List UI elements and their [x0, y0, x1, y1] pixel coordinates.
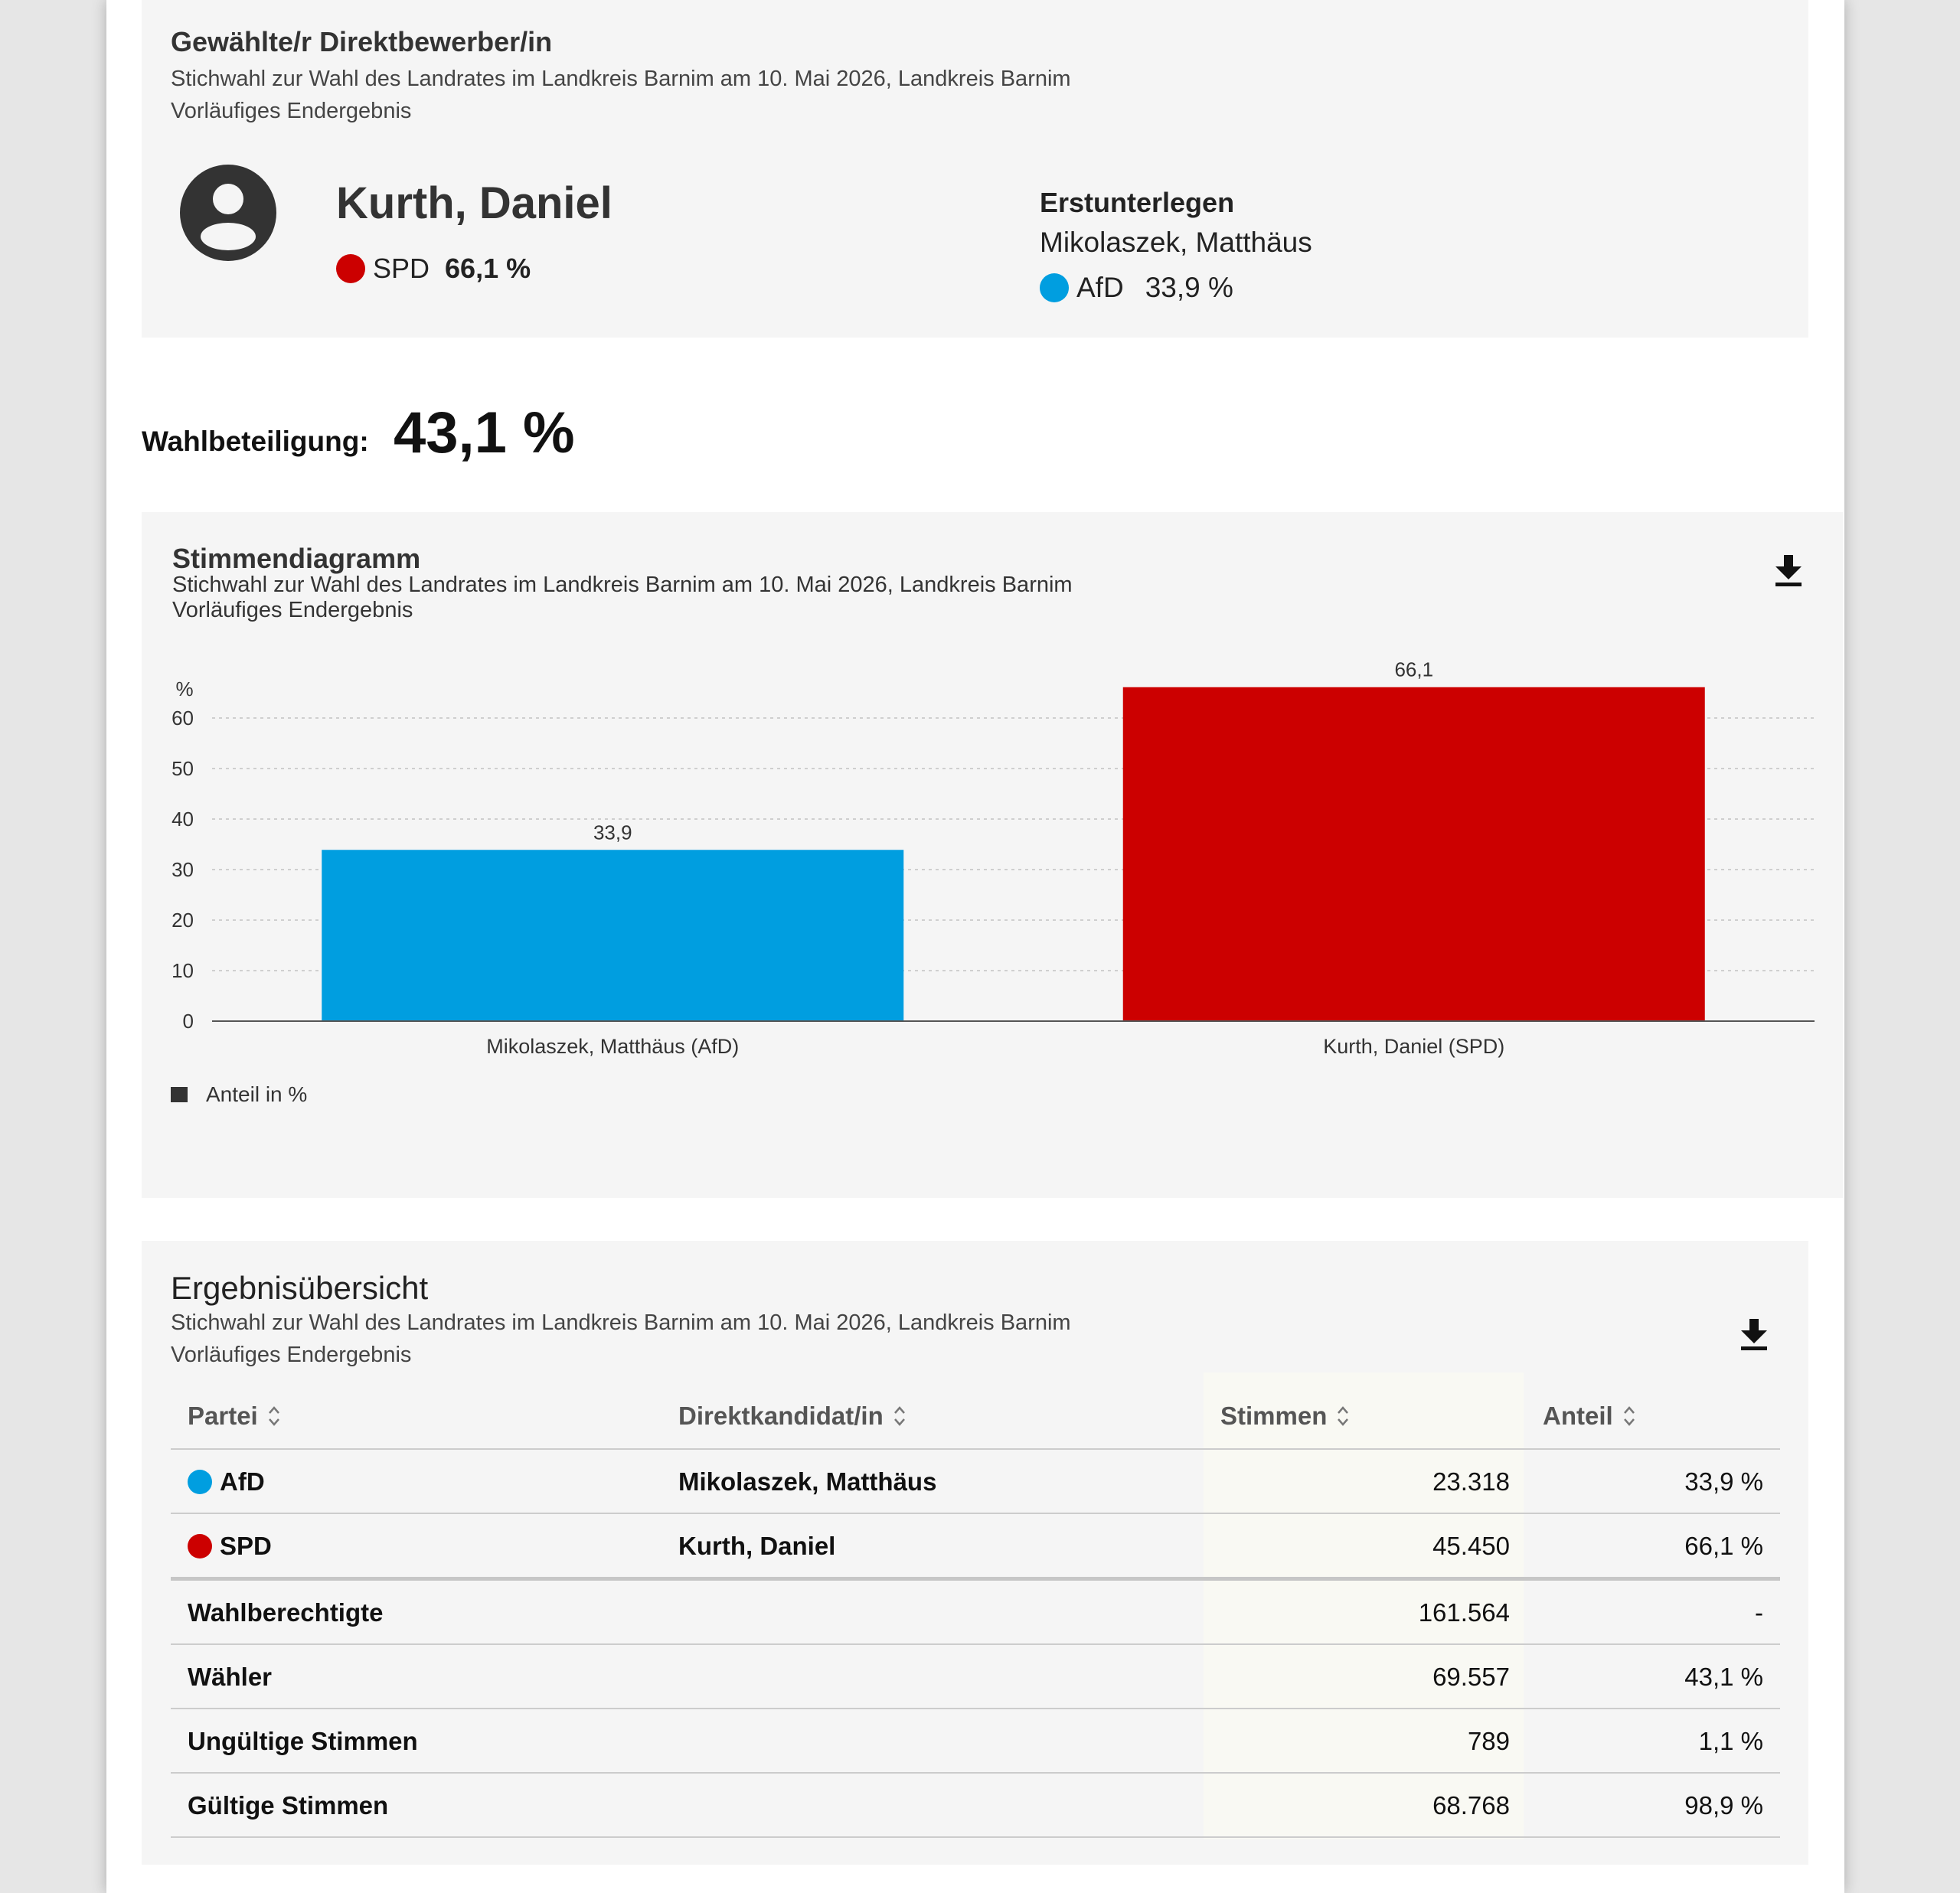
turnout-value: 43,1 % [394, 400, 575, 465]
winner-heading: Gewählte/r Direktbewerber/in [171, 26, 553, 57]
spd-party-dot-icon [188, 1534, 212, 1558]
party-name: AfD [220, 1467, 265, 1496]
sort-icon [1336, 1405, 1350, 1428]
table-row [171, 1513, 1780, 1577]
y-tick-label: 20 [172, 909, 194, 932]
legend-label: Anteil in % [206, 1082, 308, 1106]
votes-cell: 161.564 [1418, 1598, 1510, 1627]
summary-row [171, 1708, 1780, 1772]
winner-party [336, 253, 531, 285]
table-bottom-border [171, 1836, 1780, 1838]
share-cell: 33,9 % [1684, 1467, 1763, 1496]
chart-legend[interactable] [171, 1082, 307, 1107]
runner-up-party-name: AfD [1076, 272, 1124, 303]
x-tick-label: Kurth, Daniel (SPD) [1323, 1035, 1505, 1058]
winner-status: Vorläufiges Endergebnis [171, 99, 412, 123]
chart-title: Stimmendiagramm [172, 543, 421, 574]
results-subtitle: Stichwahl zur Wahl des Landrates im Landkreis Barnim am 10. Mai 2026, Landkreis Barnim [171, 1310, 1071, 1335]
column-header-anteil[interactable] [1543, 1402, 1636, 1431]
x-tick-label: Mikolaszek, Matthäus (AfD) [486, 1035, 740, 1058]
turnout-label: Wahlbeteiligung: [142, 426, 369, 457]
party-name: SPD [220, 1532, 272, 1560]
y-tick-label: 60 [172, 707, 194, 729]
chart-subtitle: Stichwahl zur Wahl des Landrates im Landkreis Barnim am 10. Mai 2026, Landkreis Barnim [172, 573, 1073, 597]
chart-status: Vorläufiges Endergebnis [172, 598, 413, 622]
column-header-stimmen[interactable] [1220, 1402, 1350, 1431]
y-tick-label: 0 [182, 1010, 194, 1033]
candidate-cell: Mikolaszek, Matthäus [678, 1467, 937, 1496]
afd-party-dot-icon [188, 1470, 212, 1494]
bar [1123, 687, 1705, 1021]
y-tick-label: 30 [172, 858, 194, 881]
votes-cell: 69.557 [1432, 1663, 1510, 1691]
download-icon[interactable] [1737, 1316, 1771, 1353]
votes-cell: 68.768 [1432, 1791, 1510, 1820]
winner-subtitle: Stichwahl zur Wahl des Landrates im Landkreis Barnim am 10. Mai 2026, Landkreis Barnim [171, 67, 1071, 91]
spd-party-dot-icon [336, 254, 365, 283]
runner-up-party [1040, 272, 1233, 304]
column-header-label: Direktkandidat/in [678, 1402, 884, 1430]
winner-card [142, 0, 1808, 338]
winner-name: Kurth, Daniel [336, 178, 612, 228]
share-cell: 98,9 % [1684, 1791, 1763, 1820]
summary-label: Gültige Stimmen [188, 1791, 389, 1820]
summary-label: Ungültige Stimmen [188, 1727, 418, 1755]
summary-label: Wähler [188, 1663, 273, 1691]
runner-up-heading: Erstunterlegen [1040, 187, 1235, 218]
runner-up-name: Mikolaszek, Matthäus [1040, 227, 1312, 258]
download-icon[interactable] [1772, 552, 1805, 589]
summary-row [171, 1643, 1780, 1708]
y-axis-unit-label: % [175, 677, 194, 700]
votes-cell: 45.450 [1432, 1532, 1510, 1560]
summary-label: Wahlberechtigte [188, 1598, 384, 1627]
bar-value-label: 66,1 [1394, 658, 1434, 681]
chart-card [142, 512, 1843, 1198]
runner-up-percent: 33,9 % [1145, 272, 1233, 303]
winner-party-name: SPD [373, 253, 430, 284]
sort-icon [893, 1405, 906, 1428]
column-header-label: Stimmen [1220, 1402, 1328, 1430]
user-avatar-icon [180, 165, 276, 261]
y-tick-label: 40 [172, 808, 194, 831]
afd-party-dot-icon [1040, 273, 1069, 302]
column-header-label: Partei [188, 1402, 258, 1430]
column-header-label: Anteil [1543, 1402, 1613, 1430]
column-header-partei[interactable] [188, 1402, 281, 1431]
column-header-direktkandidat[interactable] [678, 1402, 906, 1431]
bar-value-label: 33,9 [593, 821, 632, 844]
y-tick-label: 50 [172, 757, 194, 780]
sort-icon [1622, 1405, 1636, 1428]
share-cell: - [1755, 1598, 1763, 1627]
share-cell: 1,1 % [1698, 1727, 1763, 1755]
sort-icon [267, 1405, 281, 1428]
results-card [142, 1241, 1808, 1865]
summary-row [171, 1772, 1780, 1836]
bar [322, 850, 903, 1021]
votes-cell: 23.318 [1432, 1467, 1510, 1496]
results-title: Ergebnisübersicht [171, 1270, 429, 1306]
y-tick-label: 10 [172, 959, 194, 982]
page [106, 0, 1844, 1893]
party-cell [188, 1514, 272, 1578]
candidate-cell: Kurth, Daniel [678, 1532, 836, 1560]
share-cell: 66,1 % [1684, 1532, 1763, 1560]
legend-swatch [171, 1087, 188, 1102]
results-status: Vorläufiges Endergebnis [171, 1343, 412, 1367]
party-cell [188, 1450, 265, 1514]
share-cell: 43,1 % [1684, 1663, 1763, 1691]
table-row [171, 1448, 1780, 1513]
summary-row [171, 1577, 1780, 1643]
votes-cell: 789 [1467, 1727, 1510, 1755]
winner-percent: 66,1 % [445, 253, 531, 284]
